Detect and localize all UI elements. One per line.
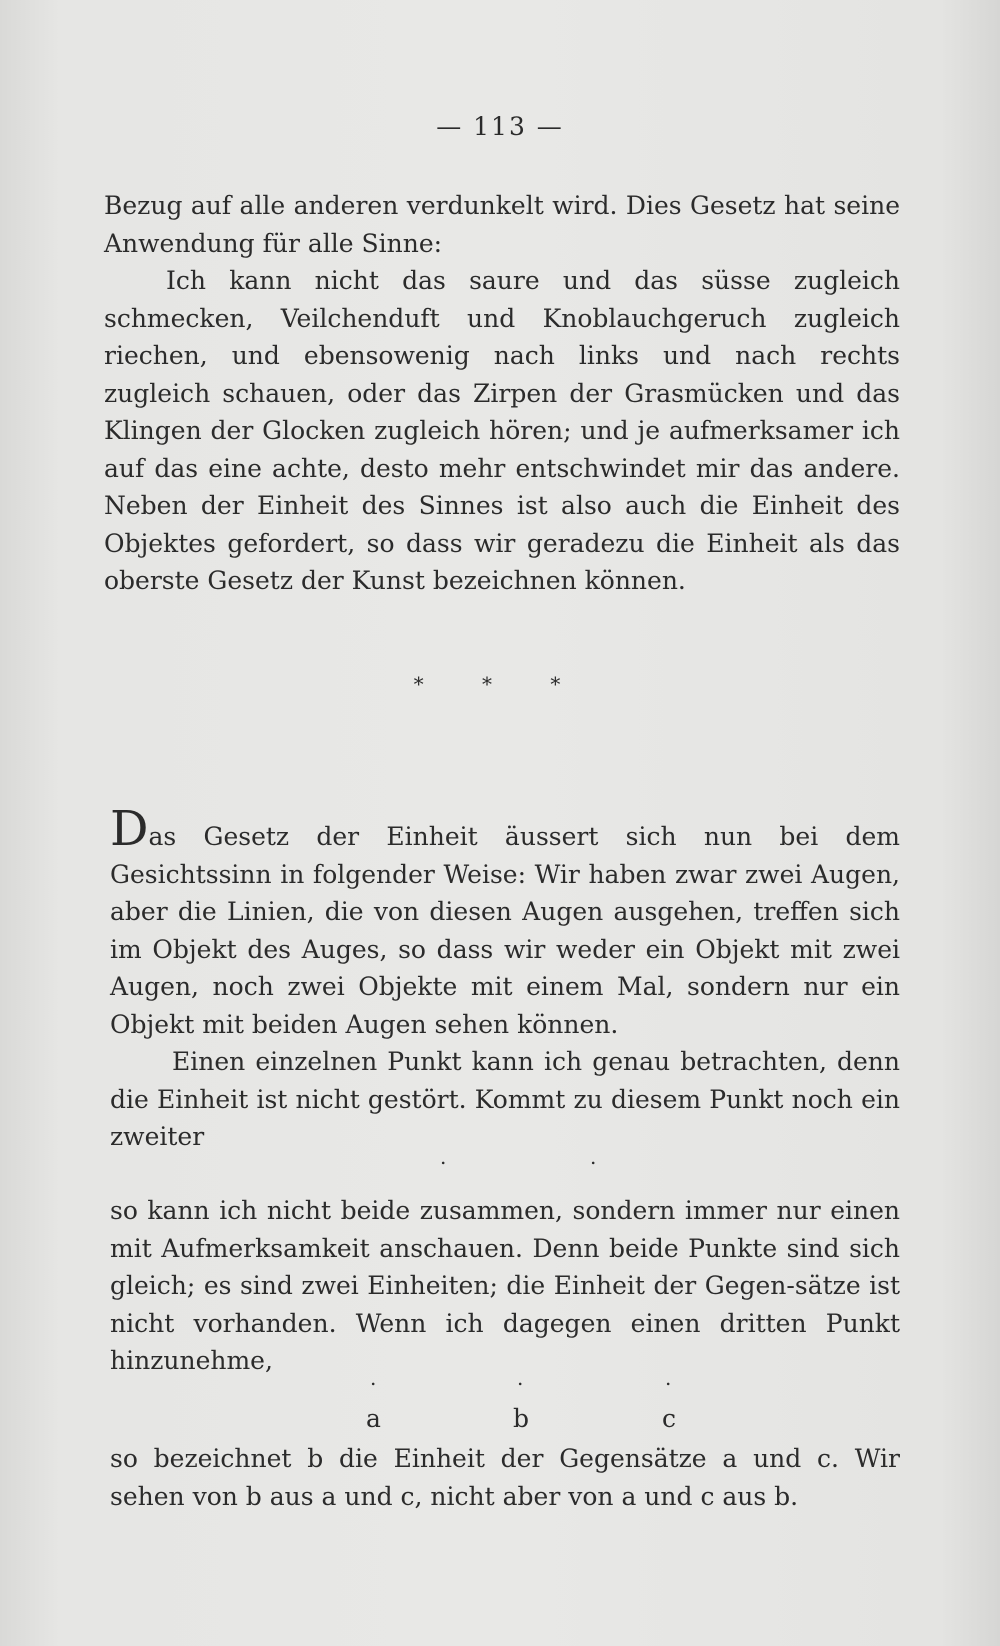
paragraph-2-text: as Gesetz der Einheit äussert sich nun bei dem Gesichtssinn in folgender Weise: Wir haben zwar zwei Augen, aber die Linien, die von diesen Augen ausgehen, treffen sich im Objekt des Auges, so dass wir weder ein Objekt mit zwei Augen, noch zwei Objekte mit einem Mal, sondern nur ein Objekt mit beiden Augen sehen können. <box>110 822 900 1039</box>
label-c: c <box>662 1404 677 1433</box>
label-a: a <box>366 1404 381 1433</box>
paragraph-1 <box>104 187 900 600</box>
label-b: b <box>513 1404 530 1433</box>
paragraph-1-body: Ich kann nicht das saure und das süsse zugleich schmecken, Veilchenduft und Knoblauchgeruch zugleich riechen, und ebensowenig nach links und nach rechts zugleich schauen, oder das Zirpen der Grasmücken und das Klingen der Glocken zugleich hören; und je aufmerksamer ich auf das eine achte, desto mehr entschwindet mir das andere. Neben der Einheit des Sinnes ist also auch die Einheit des Objektes gefordert, so dass wir geradezu die Einheit als das oberste Gesetz der Kunst bezeichnen können. <box>104 266 900 595</box>
point-1: . <box>440 1145 447 1169</box>
two-points-figure <box>0 1145 1000 1175</box>
paragraph-1-line1: Bezug auf alle anderen verdunkelt wird. Dies Gesetz hat seine Anwendung für alle Sinne: <box>104 191 900 258</box>
point-b: . <box>517 1366 524 1390</box>
point-c: . <box>665 1366 672 1390</box>
three-points-figure <box>0 1366 1000 1396</box>
drop-cap: D <box>110 801 149 857</box>
page-number: — 113 — <box>436 112 564 141</box>
paragraph-3: so kann ich nicht beide zusammen, sondern immer nur einen mit Aufmerksamkeit anschauen. Denn beide Punkte sind sich gleich; es sind zwei Einheiten; die Einheit der Gegen-sätze ist nicht vorhanden. Wenn ich dagegen einen dritten Punkt hinzunehme, <box>110 1196 900 1375</box>
paragraph-2-second: Einen einzelnen Punkt kann ich genau betrachten, denn die Einheit ist nicht gestört. Kommt zu diesem Punkt noch ein zweiter <box>110 1047 900 1151</box>
paragraph-4: so bezeichnet b die Einheit der Gegensätze a und c. Wir sehen von b aus a und c, nicht aber von a und c aus b. <box>110 1444 900 1511</box>
paragraph-2-first <box>110 801 900 1043</box>
point-2: . <box>590 1145 597 1169</box>
point-a: . <box>370 1366 377 1390</box>
paragraph-2 <box>110 801 900 1156</box>
section-separator: * * * <box>413 672 587 696</box>
point-labels <box>0 1404 1000 1444</box>
